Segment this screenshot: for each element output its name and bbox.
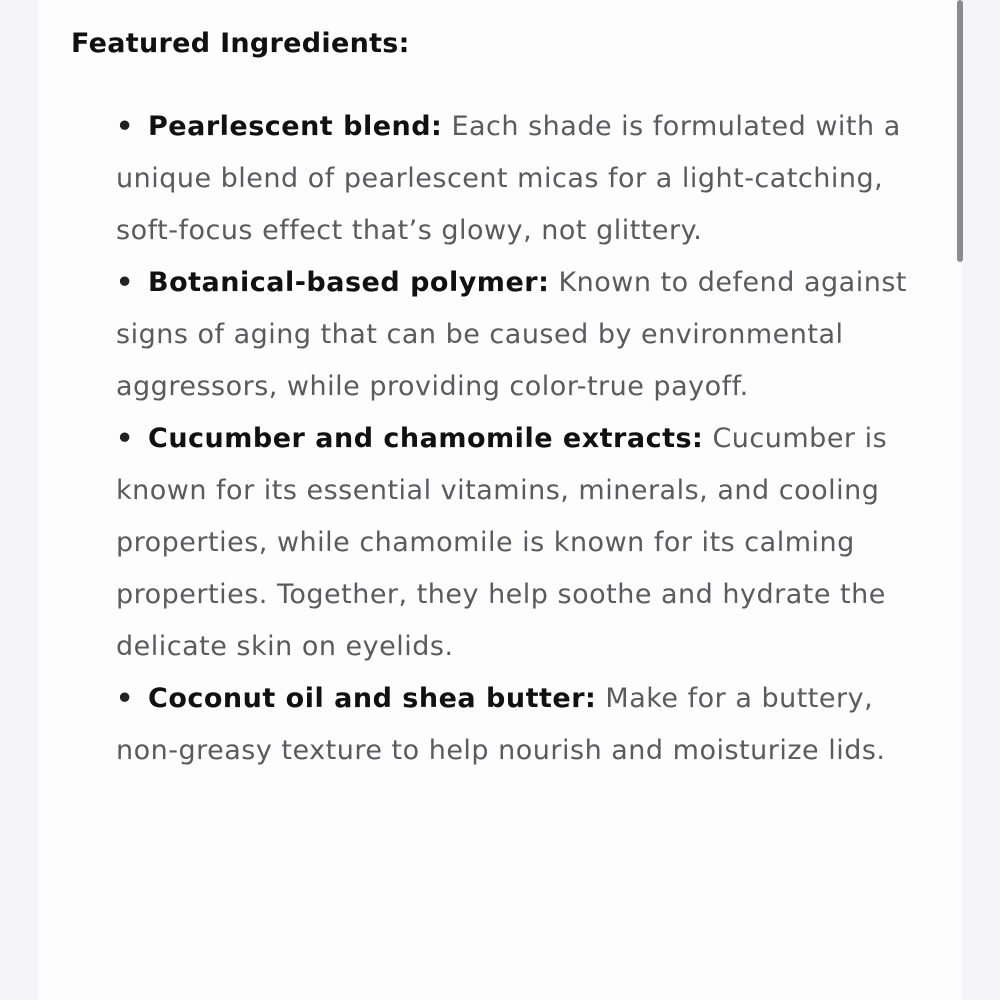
ingredient-item-coconut-shea (116, 673, 916, 777)
ingredient-item-botanical-polymer (116, 257, 916, 413)
scrollbar-thumb[interactable] (957, 0, 963, 262)
bullet-icon: • (116, 111, 134, 142)
ingredient-item-pearlescent-blend (116, 101, 916, 257)
ingredient-description: Each shade is formulated with a unique blend of pearlescent micas for a light-catching, soft-focus effect that’s glowy, not glittery. (116, 111, 901, 246)
bullet-icon: • (116, 683, 134, 714)
bullet-icon: • (116, 267, 134, 298)
ingredient-list (116, 101, 916, 777)
section-heading: Featured Ingredients: (71, 28, 410, 59)
bullet-icon: • (116, 423, 134, 454)
ingredient-name: Pearlescent blend: (148, 111, 443, 142)
ingredient-item-cucumber-chamomile (116, 413, 916, 673)
ingredient-description: Known to defend against signs of aging that can be caused by environmental aggressors, while providing color-true payoff. (116, 267, 907, 402)
ingredient-name: Cucumber and chamomile extracts: (148, 423, 704, 454)
ingredient-description: Make for a buttery, non-greasy texture to help nourish and moisturize lids. (116, 683, 886, 766)
ingredient-description: Cucumber is known for its essential vitamins, minerals, and cooling properties, while chamomile is known for its calming properties. Together, they help soothe and hydrate the delicate skin on eyelids. (116, 423, 888, 662)
ingredient-name: Coconut oil and shea butter: (148, 683, 597, 714)
ingredient-name: Botanical-based polymer: (148, 267, 550, 298)
